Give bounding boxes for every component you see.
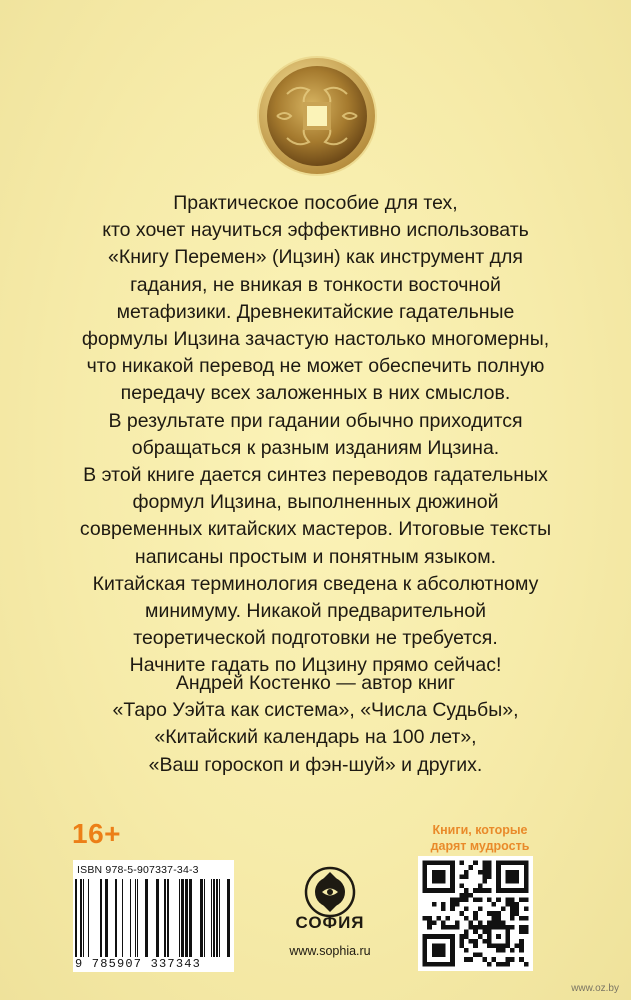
qr-module [482,874,487,879]
qr-module [423,916,428,921]
barcode-bar [219,879,220,957]
author-line: «Китайский календарь на 100 лет», [154,726,477,749]
barcode-bar [137,879,138,957]
qr-module [450,902,455,907]
qr-module [505,897,510,902]
qr-module [487,861,492,866]
qr-module [519,948,524,953]
qr-module [510,907,515,912]
qr-module [482,865,487,870]
qr-module [524,925,529,930]
barcode-bar [204,879,205,957]
qr-module [524,907,529,912]
qr-module [482,888,487,893]
qr-module [450,925,455,930]
qr-module [478,953,483,958]
barcode-bar [83,879,84,957]
barcode-bar [181,879,184,957]
qr-module [459,884,464,889]
qr-module [487,911,492,916]
qr-module [492,902,497,907]
qr-module [519,957,524,962]
qr-module [455,902,460,907]
author-line: «Таро Уэйта как система», «Числа Судьбы», [112,699,519,722]
qr-module [515,911,520,916]
qr-module [450,907,455,912]
qr-module [482,925,487,930]
qr-module [455,897,460,902]
qr-module [496,911,501,916]
description-line: метафизики. Древнекитайские гадательные [116,300,515,323]
qr-module [487,962,492,967]
qr-module [496,962,501,967]
qr-module [473,953,478,958]
author-note [40,670,591,779]
qr-module [473,897,478,902]
qr-module [487,920,492,925]
qr-module [469,939,474,944]
qr-module [427,916,432,921]
barcode-bar [88,879,89,957]
qr-module [515,902,520,907]
qr-module [459,897,464,902]
qr-module [519,925,524,930]
qr-module [427,920,432,925]
qr-module [510,902,515,907]
qr-module [510,916,515,921]
description-line: В этой книге дается синтез переводов гадательных [83,464,548,487]
qr-module [515,907,520,912]
qr-module [515,943,520,948]
qr-module [441,907,446,912]
publisher-slogan [405,822,555,854]
qr-module [446,925,451,930]
qr-code [418,856,533,971]
qr-module [464,948,469,953]
qr-module [487,870,492,875]
barcode-bar [105,879,108,957]
qr-module [432,943,446,957]
qr-module [459,874,464,879]
barcode-bar [185,879,188,957]
qr-module [524,930,529,935]
chinese-coin-icon [255,54,379,178]
qr-module [510,957,515,962]
qr-module [492,957,497,962]
qr-module [432,902,437,907]
qr-module [510,948,515,953]
qr-module [441,920,446,925]
description-line: теоретической подготовки не требуется. [133,627,498,650]
qr-module [473,861,478,866]
barcode-bar [135,879,136,957]
qr-module [478,870,483,875]
qr-module [469,925,474,930]
qr-module [505,870,519,884]
barcode-bar [80,879,82,957]
description-line: гадания, не вникая в тонкости восточной [130,273,501,296]
barcode-bar [200,879,203,957]
qr-module [496,916,501,921]
book-description [40,190,591,680]
description-line: обращаться к разным изданиям Ицзина. [131,436,500,459]
qr-module [464,870,469,875]
barcode-bar [189,879,192,957]
author-line: Андрей Костенко — автор книг [175,672,456,694]
qr-module [482,861,487,866]
qr-module [510,911,515,916]
barcode [73,860,234,972]
qr-module [464,957,469,962]
qr-module [478,897,483,902]
barcode-bar [213,879,215,957]
description-line: В результате при гадании обычно приходится [108,409,523,432]
qr-module [496,934,501,939]
slogan-line: дарят мудрость [430,839,530,853]
barcode-bar [122,879,123,957]
qr-module [473,916,478,921]
qr-module [482,879,487,884]
qr-module [459,911,464,916]
description-line: Начните гадать по Ицзину прямо сейчас! [129,654,502,677]
qr-module [501,920,506,925]
qr-module [524,897,529,902]
qr-module [524,962,529,967]
qr-module [464,893,469,898]
qr-module [427,925,432,930]
qr-module [482,957,487,962]
qr-module [455,925,460,930]
qr-module [496,897,501,902]
qr-module [464,907,469,912]
barcode-bar [164,879,166,957]
qr-module [501,948,506,953]
description-line: минимуму. Никакой предварительной [145,600,486,623]
barcode-bar [100,879,102,957]
qr-module [432,920,437,925]
qr-module [464,897,469,902]
qr-module [496,948,501,953]
qr-module [478,925,483,930]
qr-module [446,916,451,921]
barcode-bar [75,879,77,957]
qr-module [464,916,469,921]
barcode-bars [75,879,232,957]
qr-module [469,865,474,870]
publisher-name: СОФИЯ [295,913,365,932]
barcode-bar [145,879,148,957]
description-line: написаны простым и понятным языком. [134,545,497,568]
qr-module [441,925,446,930]
qr-module [487,874,492,879]
qr-module [492,920,497,925]
qr-module [450,897,455,902]
qr-module [487,865,492,870]
isbn-label: ISBN 978-5-907337-34-3 [77,864,199,876]
qr-module [459,943,464,948]
description-line: Практическое пособие для тех, [173,192,458,214]
qr-module [469,893,474,898]
qr-module [505,962,510,967]
barcode-bar [130,879,131,957]
qr-module [501,962,506,967]
description-line: Китайская терминология сведена к абсолютному [92,572,539,595]
barcode-bar [115,879,117,957]
qr-module [496,920,501,925]
qr-module [505,902,510,907]
qr-module [478,888,483,893]
qr-module [441,902,446,907]
qr-module [487,888,492,893]
description-line: передачу всех заложенных в них смыслов. [120,382,511,405]
qr-module [464,874,469,879]
qr-module [478,884,483,889]
qr-module [473,939,478,944]
qr-module [478,934,483,939]
qr-module [469,920,474,925]
qr-module [473,943,478,948]
barcode-bar [227,879,230,957]
qr-module [459,939,464,944]
qr-module [519,943,524,948]
qr-module [473,925,478,930]
qr-module [519,939,524,944]
description-line: формул Ицзина, выполненных дюжиной [132,491,499,514]
qr-module [519,930,524,935]
author-line: «Ваш гороскоп и фэн-шуй» и других. [148,753,483,776]
age-rating: 16+ [72,818,121,849]
qr-module [492,916,497,921]
qr-module [505,957,510,962]
qr-module [519,897,524,902]
qr-module [436,916,441,921]
qr-module [464,930,469,935]
qr-module [482,870,487,875]
qr-module [473,888,478,893]
qr-module [473,911,478,916]
qr-module [478,920,483,925]
qr-module [524,916,529,921]
qr-module [455,920,460,925]
qr-module [482,930,487,935]
qr-module [501,907,506,912]
qr-module [459,934,464,939]
watermark: www.oz.by [571,983,619,994]
barcode-bar [216,879,218,957]
qr-module [487,897,492,902]
qr-module [519,916,524,921]
barcode-bar [179,879,180,957]
qr-module [482,939,487,944]
description-line: формулы Ицзина зачастую настолько многомерны, [81,328,550,351]
barcode-bar [211,879,212,957]
description-line: кто хочет научиться эффективно использовать [102,219,529,242]
ean-number: 9 785907 337343 [75,957,202,971]
publisher-website: www.sophia.ru [289,944,371,958]
qr-module [492,911,497,916]
slogan-line: Книги, которые [432,823,528,837]
qr-module [473,930,478,935]
barcode-bar [167,879,169,957]
qr-module [432,870,446,884]
description-line: «Книгу Перемен» (Ицзин) как инструмент для [108,246,523,269]
qr-module [469,957,474,962]
qr-module [459,893,464,898]
qr-module [464,888,469,893]
qr-module [510,897,515,902]
barcode-bar [156,879,159,957]
qr-module [464,934,469,939]
description-line: современных китайских мастеров. Итоговые тексты [79,518,552,541]
qr-module [510,925,515,930]
qr-module [478,907,483,912]
description-line: что никакой перевод не может обеспечить полную [86,355,545,378]
qr-module [459,861,464,866]
